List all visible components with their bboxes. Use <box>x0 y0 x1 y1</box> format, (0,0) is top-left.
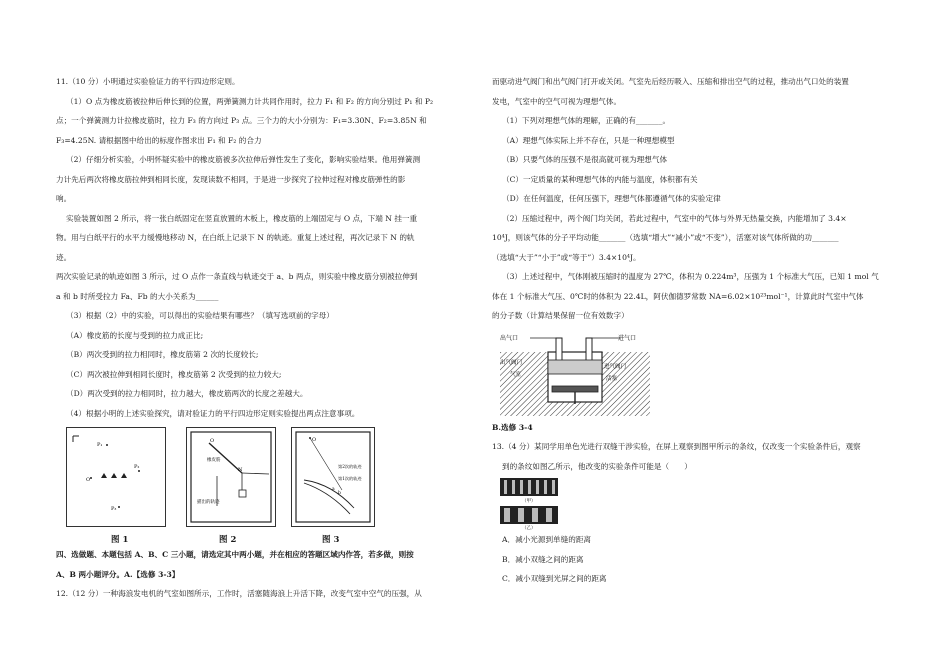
q12-line2: 而驱动进气阀门和出气阀门打开或关闭。气室先后经历吸入、压缩和排出空气的过程，推动出气口处的装置 <box>492 77 849 86</box>
right-column <box>492 72 902 589</box>
fig1-p2-label: P₂ <box>134 464 140 470</box>
q13-line1: 13.（4 分）某同学用单色光进行双缝干涉实验，在屏上观察到图甲所示的条纹，仅改变一个实验条件后，观察 <box>492 442 861 451</box>
fig3-trace1-label: 第1次的轨迹 <box>338 476 362 481</box>
figure-1-caption: 图 1 <box>111 535 129 545</box>
q11-track: 两次实验记录的轨迹如图 3 所示，过 O 点作一条直线与轨迹交于 a、b 两点，则实验中橡皮筋分别被拉伸到 <box>56 272 418 281</box>
q12-line1: 12.（12 分）一种海浪发电机的气室如图所示，工作时，活塞随海浪上升活下降，改变气室中空气的压强，从 <box>56 589 422 598</box>
q12-q3-cont2: 的分子数（计算结果保留一位有效数字） <box>492 311 629 320</box>
label-out-port: 出气口 <box>500 334 519 342</box>
q11-part1: （1）O 点为橡皮筋被拉伸后伸长到的位置，两弹簧测力计共同作用时，拉力 F₁ 和 F₂ 的方向分别过 P₁ 和 P₂ <box>66 96 434 106</box>
q13-option-b: B．减小双缝之间的距离 <box>502 554 584 564</box>
fig1-o-label: O <box>86 477 91 483</box>
q13-option-a: A．减小光源到单缝的距离 <box>502 535 592 544</box>
section4-line1: 四、选做题、本题包括 A、B、C 三小题，请选定其中两小题，并在相应的答题区域内作答，若多做，则按 <box>56 550 414 559</box>
q11-figures <box>56 427 470 545</box>
section4-line2: A、B 两小题评分。A.【选修 3-3】 <box>56 569 180 579</box>
label-piston: 活塞 <box>606 375 618 382</box>
fig2-n-label: N <box>238 467 243 473</box>
q12-q2-cont2: （选填“大于”“小于”或“等于”）3.4×10⁴J。 <box>492 252 641 262</box>
q12-option-b: （B）只要气体的压强不是很高就可视为理想气体 <box>502 155 668 164</box>
label-in-valve: 进气阀门 <box>604 363 627 370</box>
left-column <box>56 72 470 604</box>
q11-part2-cont: 力计先后两次将橡皮筋拉伸到相同长度，发现读数不相同，于是进一步探究了拉伸过程对橡皮筋弹性的影 <box>56 174 406 184</box>
fig3-o-label: O <box>312 437 317 443</box>
q11-title: 11.（10 分）小明通过实验验证力的平行四边形定则。 <box>56 77 240 86</box>
q12-q3: （3）上述过程中，气体刚被压缩时的温度为 27℃，体积为 0.224m³，压强为 1 个标准大气压，已知 1 mol 气 <box>502 272 879 281</box>
q11-part1-cont2: F₃=4.25N. 请根据图中给出的标度作图求出 F₁ 和 F₂ 的合力 <box>56 135 262 145</box>
q11-option-c: （C）两次被拉伸到相同长度时，橡皮筋第 2 次受到的拉力较大; <box>66 369 282 379</box>
q11-part2-cont2: 响。 <box>56 194 72 203</box>
figure-1 <box>66 427 166 527</box>
q11-setup-cont2: 迹。 <box>56 252 72 262</box>
section-b-title: B.选修 3-4 <box>492 422 533 432</box>
q12-option-a: （A）理想气体实际上并不存在，只是一种理想模型 <box>502 135 675 145</box>
fig2-o-label: O <box>210 438 215 444</box>
fig1-p3-label: P₃ <box>111 506 117 512</box>
q12-q3-cont: 体在 1 个标准大气压、0℃时的体积为 22.4L，阿伏伽德罗常数 NA=6.02×10²³mol⁻¹，计算此时气室中气体 <box>492 291 864 301</box>
figure-2 <box>186 427 276 527</box>
q11-setup: 实验装置如图 2 所示，将一张白纸固定在竖直放置的木板上，橡皮筋的上端固定与 O 点，下端 N 挂一重 <box>66 213 418 223</box>
fringe-jia-label: （甲） <box>522 499 536 504</box>
q11-option-b: （B）两次受到的拉力相同时，橡皮筋第 2 次的长度较长; <box>66 350 259 359</box>
q11-part4: （4）根据小明的上述实验探究，请对验证力的平行四边形定则实验提出两点注意事项。 <box>66 408 360 418</box>
q12-q2-cont: 10⁴J，则该气体的分子平均动能_______（选填“增大”“减小”或“不变”），活塞对该气体所做的功_______ <box>492 233 839 242</box>
q12-line3: 发电，气室中的空气可视为理想气体。 <box>492 96 622 106</box>
q12-q2: （2）压缩过程中，两个阀门均关闭，若此过程中，气室中的气体与外界无热量交换，内能增加了 3.4× <box>502 213 847 223</box>
label-in-port: 进气口 <box>618 334 637 342</box>
q11-part1-cont: 点；一个弹簧测力计拉橡皮筋时，拉力 F₃ 的方向过 P₃ 点。三个力的大小分别为：F₁=3.30N、F₂=3.85N 和 <box>56 116 427 125</box>
q11-part2: （2）仔细分析实验，小明怀疑实验中的橡皮筋被多次拉伸后弹性发生了变化，影响实验结果。他用弹簧测 <box>66 155 421 164</box>
q12-option-d: （D）在任何温度，任何压强下，理想气体都遵循气体的实验定律 <box>502 194 721 203</box>
q11-track-cont: a 和 b 时所受拉力 Fa、Fb 的大小关系为______ <box>56 291 219 301</box>
q11-part3: （3）根据（2）中的实验，可以得出的实验结果有哪些？（填写选项前的字母） <box>66 311 334 320</box>
figure-3 <box>291 427 375 527</box>
q13-option-c: C．减小双缝到光屏之间的距离 <box>502 574 607 583</box>
figure-3-caption: 图 3 <box>322 535 340 545</box>
fig3-b-label: b <box>338 491 341 496</box>
q12-q1: （1）下列对理想气体的理解，正确的有_______。 <box>502 116 671 125</box>
fringe-images <box>500 478 560 530</box>
fig2-band-label: 橡皮筋 <box>207 458 221 463</box>
q11-option-d: （D）两次受到的拉力相同时，拉力越大，橡皮筋两次的长度之差越大。 <box>66 389 308 398</box>
q11-option-a: （A）橡皮筋的长度与受到的拉力成正比; <box>66 330 204 340</box>
fig3-trace2-label: 第2次的轨迹 <box>338 464 362 469</box>
label-out-valve: 出气阀门 <box>500 359 523 366</box>
q11-setup-cont: 物。用与白纸平行的水平力缓慢地移动 N，在白纸上记录下 N 的轨迹。重复上述过程，再次记录下 N 的轨 <box>56 233 415 242</box>
label-chamber: 气室 <box>510 371 522 378</box>
fringe-figures <box>500 478 902 528</box>
q13-line2: 到的条纹如图乙所示，他改变的实验条件可能是（ ） <box>502 461 692 471</box>
q12-option-c: （C）一定质量的某种理想气体的内能与温度，体积都有关 <box>502 174 698 184</box>
figure-2-caption: 图 2 <box>219 535 237 545</box>
fig2-track-label: 描出的轨迹 <box>197 500 220 505</box>
air-chamber-diagram <box>500 330 650 416</box>
fig1-p1-label: P₁ <box>97 442 103 448</box>
fringe-yi-label: （乙） <box>522 526 536 530</box>
fig3-a-label: a <box>332 487 335 492</box>
